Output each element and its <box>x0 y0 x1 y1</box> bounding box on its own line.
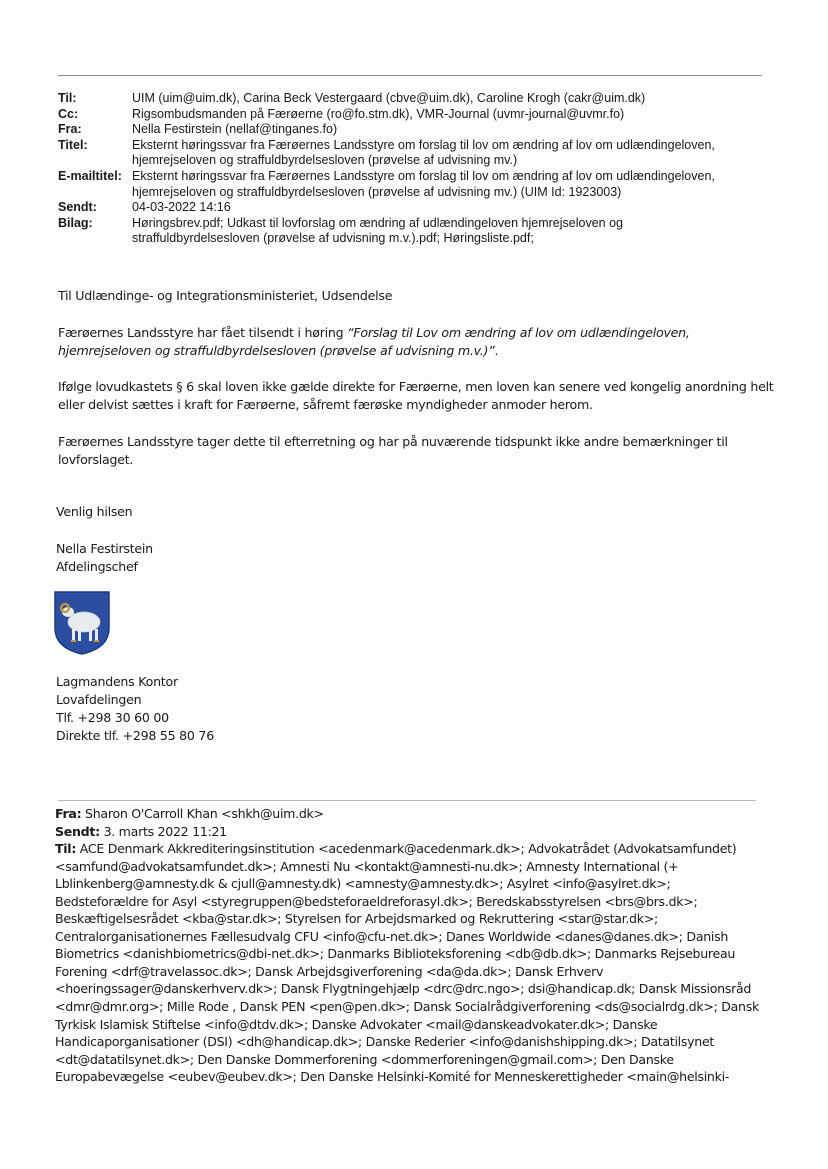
to-label: Til: <box>58 91 77 105</box>
attachments-line-1: Høringsbrev.pdf; Udkast til lovforslag om ændring af udlændingeloven hjemrejseloven og <box>132 215 623 230</box>
salutation: Til Udlændinge- og Integrationsministeriet, Udsendelse <box>58 288 393 303</box>
fwd-to-continuation: Europabevægelse <eubev@eubev.dk>; Den Danske Helsinki-Komité for Menneskerettigheder <main@helsinki- <box>55 1069 730 1085</box>
fwd-sent-value: 3. marts 2022 11:21 <box>99 823 227 839</box>
org-department: Lovafdelingen <box>56 692 142 707</box>
attachments-value <box>132 216 778 247</box>
email-title-value <box>102 169 778 200</box>
fwd-to-continuation: Handicaporganisationer (DSI) <dh@handicap.dk>; Danske Rederier <info@danishshipping.dk>; Datatilsynet <box>55 1034 715 1050</box>
title-line-1: Eksternt høringssvar fra Færøernes Landsstyre om forslag til lov om ændring af lov om udlændingeloven, <box>132 137 715 152</box>
paragraph-3 <box>58 433 770 469</box>
email-title-label: E-mailtitel: <box>58 168 122 183</box>
email-header <box>58 91 778 247</box>
fwd-to-continuation: <dmr@dmr.org>; Mille Rode , Dansk PEN <pen@pen.dk>; Dansk Socialrådgiverforening <ds@socialrdg.dk>; Dansk <box>55 999 759 1015</box>
signer-title: Afdelingschef <box>56 559 138 574</box>
paragraph-3-line-2: lovforslaget. <box>58 452 134 467</box>
paragraph-1 <box>58 324 770 360</box>
attachments-label: Bilag: <box>58 215 93 230</box>
paragraph-1-tail: . <box>494 343 499 358</box>
fwd-to-continuation: Lblinkenberg@amnesty.dk & cjull@amnesty.dk) <amnesty@amnesty.dk>; Asylret <info@asylret.dk>; <box>55 876 671 892</box>
fwd-sent-line <box>55 823 755 841</box>
fwd-to-value: ACE Denmark Akkrediteringsinstitution <acedenmark@acedenmark.dk>; Advokatrådet (Advokatsamfundet) <box>76 841 737 857</box>
title-label: Titel: <box>58 137 88 152</box>
fwd-from-label: Fra: <box>55 806 82 821</box>
attachments-row <box>58 216 778 247</box>
fwd-to-continuation: <samfund@advokatsamfundet.dk>; Amnesti Nu <kontakt@amnesti-nu.dk>; Amnesty International (+ <box>55 858 679 874</box>
email-title-row <box>58 169 778 200</box>
title-row <box>58 138 778 169</box>
from-label: Fra: <box>58 122 82 137</box>
paragraph-1-italic-2: hjemrejseloven og straffuldbyrdelsesloven (prøvelse af udvisning m.v.)” <box>58 343 495 358</box>
fwd-to-continuation: Biometrics <danishbiometrics@dbi-net.dk>; Danmarks Biblioteksforening <db@db.dk>; Danmarks Rejsebureau <box>55 946 736 962</box>
to-row <box>58 91 778 107</box>
fwd-to-continuation: Beskæftigelsesrådet <kba@star.dk>; Styrelsen for Arbejdsmarked og Rekruttering <star@star.dk>; <box>55 911 658 927</box>
paragraph-2 <box>58 378 774 414</box>
closing: Venlig hilsen <box>56 504 133 519</box>
fwd-from-line <box>55 805 755 823</box>
fwd-to-continuation: Forening <drf@travelassoc.dk>; Dansk Arbejdsgiverforening <da@da.dk>; Dansk Erhverv <box>55 963 604 979</box>
faroe-coat-of-arms-icon <box>53 590 111 656</box>
to-value: UIM (uim@uim.dk), Carina Beck Vestergaard (cbve@uim.dk), Caroline Krogh (cakr@uim.dk) <box>132 91 646 105</box>
forwarded-message <box>55 805 759 1086</box>
fwd-to-label: Til: <box>55 841 77 857</box>
email-title-line-1: Eksternt høringssvar fra Færøernes Landsstyre om forslag til lov om ændring af lov om udlændingeloven, <box>132 168 715 183</box>
sent-label: Sendt: <box>58 200 97 215</box>
paragraph-1-lead: Færøernes Landsstyre har fået tilsendt i høring <box>58 325 348 340</box>
from-value: Nella Festirstein (nellaf@tinganes.fo) <box>132 122 338 137</box>
title-line-2: hjemrejseloven og straffuldbyrdelsesloven (prøvelse af udvisning mv.) <box>132 153 518 168</box>
fwd-from-value: Sharon O'Carroll Khan <shkh@uim.dk> <box>81 806 324 821</box>
fwd-to-continuation: Centralorganisationernes Fællesudvalg CFU <info@cfu-net.dk>; Danes Worldwide <danes@danes.dk>; Danish <box>55 928 729 944</box>
top-divider <box>58 75 762 76</box>
paragraph-2-line-2: eller delvist sættes i kraft for Færøerne, såfremt færøske myndigheder anmoder herom. <box>58 397 593 412</box>
fwd-to-continuation: Tyrkisk Islamisk Stiftelse <info@dtdv.dk>; Danske Advokater <mail@danskeadvokater.dk>; Danske <box>55 1016 658 1032</box>
signer-name: Nella Festirstein <box>56 541 153 556</box>
org-direct-phone: Direkte tlf. +298 55 80 76 <box>56 728 214 743</box>
paragraph-1-italic-1: “Forslag til Lov om ændring af lov om udlændingeloven, <box>347 325 690 340</box>
attachments-line-2: straffuldbyrdelsesloven (prøvelse af udvisning m.v.).pdf; Høringsliste.pdf; <box>132 231 534 246</box>
cc-label: Cc: <box>58 106 79 121</box>
fwd-to-line <box>55 840 755 858</box>
paragraph-2-line-1: Ifølge lovudkastets § 6 skal loven ikke gælde direkte for Færøerne, men loven kan senere ved kongelig anordning helt <box>58 379 774 394</box>
fwd-to-continuation: <dt@datatilsynet.dk>; Den Danske Dommerforening <dommerforeningen@gmail.com>; Den Danske <box>55 1051 674 1067</box>
title-value <box>132 138 778 169</box>
forward-divider <box>58 800 756 801</box>
fwd-to-continuation: Bedsteforældre for Asyl <styregruppen@bedsteforaeldreforasyl.dk>; Beredskabsstyrelsen <brs@brs.dk>; <box>55 893 698 909</box>
sent-value: 04-03-2022 14:16 <box>132 200 231 215</box>
sent-row <box>58 200 778 216</box>
from-row <box>58 122 778 138</box>
fwd-to-continuation: <hoeringssager@danskerhverv.dk>; Dansk Flygtningehjælp <drc@drc.ngo>; dsi@handicap.dk; Dansk Missionsråd <box>55 981 752 997</box>
email-title-line-2: hjemrejseloven og straffuldbyrdelsesloven (prøvelse af udvisning mv.) (UIM Id: 1923003) <box>132 184 622 199</box>
cc-value: Rigsombudsmanden på Færøerne (ro@fo.stm.dk), VMR-Journal (uvmr-journal@uvmr.fo) <box>132 106 625 121</box>
fwd-sent-label: Sendt: <box>55 823 100 839</box>
paragraph-3-line-1: Færøernes Landsstyre tager dette til efterretning og har på nuværende tidspunkt ikke andre bemærkninger til <box>58 434 728 449</box>
cc-row <box>58 107 778 123</box>
org-name: Lagmandens Kontor <box>56 674 178 689</box>
org-phone: Tlf. +298 30 60 00 <box>56 710 169 725</box>
